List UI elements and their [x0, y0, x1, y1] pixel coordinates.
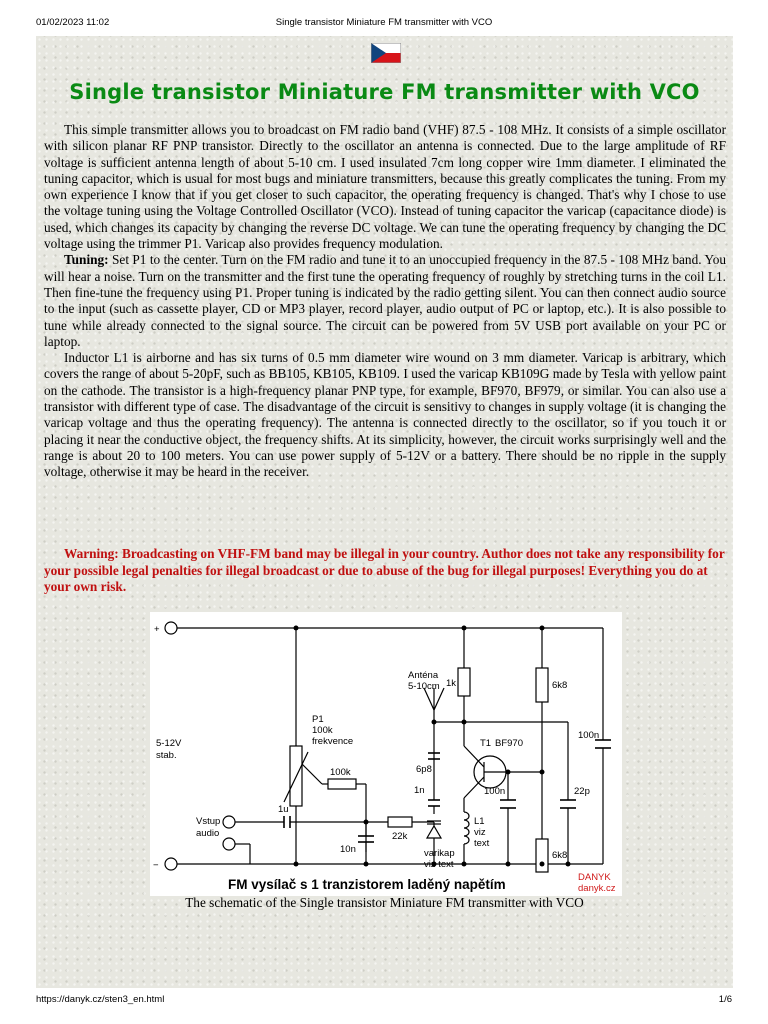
schematic-author: DANYK [578, 872, 611, 883]
label-l1-note-2: text [474, 838, 490, 849]
terminal-minus [165, 858, 177, 870]
label-supply-note: stab. [156, 750, 177, 761]
label-l1-note-1: viz [474, 827, 486, 838]
schematic-caption: The schematic of the Single transistor Miniature FM transmitter with VCO [185, 895, 584, 910]
label-antenna-len: 5-10cm [408, 681, 440, 692]
label-r-1k: 1k [446, 678, 457, 689]
label-p1: P1 [312, 714, 324, 725]
label-t1: T1 [480, 738, 492, 749]
label-c-1n: 1n [414, 785, 425, 796]
capacitors [284, 740, 611, 842]
resistor-6k8-top [536, 668, 548, 702]
label-r-22k: 22k [392, 831, 408, 842]
tuning-label: Tuning: [64, 252, 109, 268]
print-url: https://danyk.cz/sten3_en.html [36, 994, 165, 1005]
schematic-svg [150, 612, 622, 896]
tuning-paragraph [44, 252, 726, 350]
schematic-diagram [150, 612, 622, 896]
label-varicap-1: varikap [424, 848, 455, 859]
label-c-100n-right: 100n [578, 730, 600, 741]
varicap-diode [427, 821, 441, 838]
label-t1-type: BF970 [495, 738, 523, 749]
label-p1-value: 100k [312, 725, 333, 736]
label-c-10n: 10n [340, 844, 356, 855]
label-input-2: audio [196, 828, 220, 839]
terminal-audio-in [223, 816, 235, 828]
label-varicap-2: viz text [424, 859, 454, 870]
schematic-author-site: danyk.cz [578, 883, 616, 894]
tuning-text: Set P1 to the center. Turn on the FM radio and tune it to an unoccupied frequency in the 87.5 - 108 MHz band. You will hear a noise. Turn on the transmitter and the first tune the operating frequency of roughly by stretching turns in the coil L1. Then fine-tune the frequency using P1. Proper tuning is indicated by the radio getting silent. You can then connect audio source to the input (such as cassette player, CD or MP3 player, record player, audio output of PC or laptop, etc.). It is also possible to tune while already connected to the signal source. The circuit can be powered from 5V USB port available on your PC or laptop. [44, 252, 727, 349]
print-page-number: 1/6 [718, 994, 732, 1005]
label-supply: 5-12V [156, 738, 182, 749]
label-c-1u: 1u [278, 804, 289, 815]
label-input-1: Vstup [196, 816, 221, 827]
czech-flag-icon[interactable] [371, 43, 401, 63]
schematic-heading: FM vysílač s 1 tranzistorem laděný napětím [228, 877, 506, 892]
label-c-22p: 22p [574, 786, 590, 797]
components-paragraph: Inductor L1 is airborne and has six turns of 0.5 mm diameter wire wound on 3 mm diameter. Varicap is arbitrary, which covers the range of about 5-20pF, such as BB105, KB105, KB109. I used the varicap KB109G made by Tesla with yellow paint on the cathode. The transistor is a high-frequency planar PNP type, for example, BF970, BF979, or similar. You can also use a transistor with different type of case. The disadvantage of the circuit is sensitivy to changes in supply voltage (it is changing the varicap voltage and thus the operating frequency). The antenna is connected directly to the oscillator, so if you touch it or placing it near the conductive object, the frequency shifts. At its simplicity, however, the circuit works surprisingly well and the range is about 20 to 100 meters. You can use power supply of 5-12V or a battery. There should be no ripple in the supply voltage, otherwise it may be heard in the receiver. [44, 350, 726, 480]
intro-paragraph: This simple transmitter allows you to broadcast on FM radio band (VHF) 87.5 - 108 MHz. It consists of a simple oscillator with silicon planar RF PNP transistor. Directly to the oscillator an antenna is connected. Due to the large amplitude of RF voltage is sufficient antenna length of about 5-10 cm. I used insulated 7cm long copper wire 1mm diameter. I eliminated the tuning capacitor, which is usual for most bugs and miniature transmitters, because this greatly complicates the tuning. From my own experience I know that if you get closer to such capacitor, the operating frequency is changed. That's why I chose to use the voltage tuning using the Voltage Controlled Oscillator (VCO). Instead of tuning capacitor the varicap (capacitance diode) is used, which changes its capacity by changing the reverse DC voltage. We can tune the operating frequency by changing the DC voltage using the trimmer P1. Varicap also provides frequency modulation. [44, 122, 726, 252]
resistor-6k8-bottom [536, 839, 548, 872]
label-c-6p8: 6p8 [416, 764, 432, 775]
label-r-100k: 100k [330, 767, 351, 778]
label-l1: L1 [474, 816, 485, 827]
page-content [36, 36, 733, 988]
legal-warning: Warning: Broadcasting on VHF-FM band may be illegal in your country. Author does not take any responsibility for your possible legal penalties for illegal broadcast or due to abuse of the bug for illegal purposes! Everything you do at your own risk. [44, 546, 725, 594]
resistor-1k [458, 668, 470, 696]
print-header [0, 0, 768, 34]
coil-l1 [464, 812, 469, 844]
label-minus: − [153, 860, 159, 871]
terminal-plus [165, 622, 177, 634]
label-c-100n-mid: 100n [484, 786, 506, 797]
resistor-22k [388, 817, 412, 827]
terminal-audio-gnd [223, 838, 235, 850]
label-r-6k8-top: 6k8 [552, 680, 568, 691]
label-antenna: Anténa [408, 670, 439, 681]
label-r-6k8-bottom: 6k8 [552, 850, 568, 861]
article-body [44, 122, 726, 481]
print-page-title: Single transistor Miniature FM transmitter with VCO [275, 17, 493, 28]
resistor-100k [328, 779, 356, 789]
print-datetime: 01/02/2023 11:02 [36, 17, 110, 28]
label-p1-note: frekvence [312, 736, 354, 747]
print-footer [0, 994, 768, 1024]
article-title: Single transistor Miniature FM transmitter with VCO [69, 80, 700, 104]
label-plus: + [154, 624, 160, 635]
schematic-wires [177, 628, 603, 872]
